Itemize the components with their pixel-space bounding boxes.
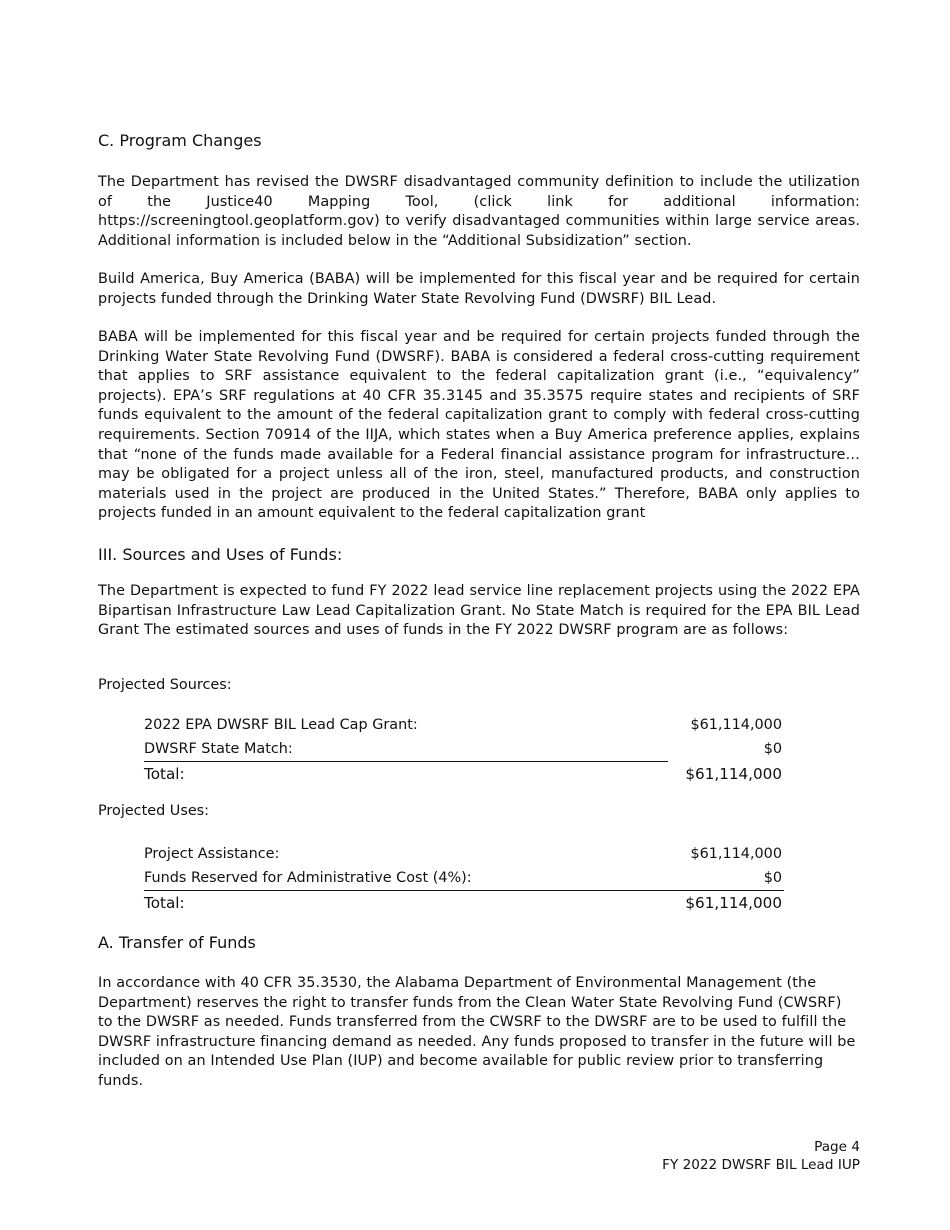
row-name: 2022 EPA DWSRF BIL Lead Cap Grant: xyxy=(144,717,418,733)
projected-uses-label: Projected Uses: xyxy=(98,803,210,819)
row-amount: $0 xyxy=(763,741,782,757)
total-row xyxy=(144,762,784,786)
row-name: Project Assistance: xyxy=(144,846,280,862)
table-row xyxy=(144,738,784,762)
paragraph-sources-uses: The Department is expected to fund FY 2022 lead service line replacement projects using the 2022 EPA Bipartisan Infrastructure Law Lead Capitalization Grant. No State Match is required for the EPA BIL Lead Grant The estimated sources and uses of funds in the FY 2022 DWSRF program are as follows: xyxy=(98,583,860,639)
total-name: Total: xyxy=(144,894,185,912)
paragraph-transfer-funds: In accordance with 40 CFR 35.3530, the Alabama Department of Environmental Management (the Department) reserves the right to transfer funds from the Clean Water State Revolving Fund (CWSRF) to the DWSRF as needed. Funds transferred from the CWSRF to the DWSRF are to be used to fulfill the DWSRF infrastructure financing demand as needed. Any funds proposed to transfer in the future will be included on an Intended Use Plan (IUP) and become available for public review prior to transferring funds. xyxy=(98,975,856,1089)
row-amount: $61,114,000 xyxy=(690,846,782,862)
total-amount: $61,114,000 xyxy=(685,765,782,783)
sources-table xyxy=(144,714,784,786)
page-number: Page 4 xyxy=(814,1139,860,1155)
table-row xyxy=(144,867,784,891)
total-amount: $61,114,000 xyxy=(685,894,782,912)
uses-table xyxy=(144,843,784,915)
row-name: Funds Reserved for Administrative Cost (4%): xyxy=(144,870,472,886)
row-amount: $0 xyxy=(763,870,782,886)
total-row xyxy=(144,891,784,915)
row-name: DWSRF State Match: xyxy=(144,741,293,757)
section-iii-heading: III. Sources and Uses of Funds: xyxy=(98,545,343,564)
section-c-heading: C. Program Changes xyxy=(98,131,262,150)
paragraph-disadvantaged-definition: The Department has revised the DWSRF disadvantaged community definition to include the utilization of the Justice40 Mapping Tool, (click link for additional information: https://screeningtool.geoplatform.gov) to verify disadvantaged communities within large service areas. Additional information is included below in the “Additional Subsidization” section. xyxy=(98,174,860,249)
document-title: FY 2022 DWSRF BIL Lead IUP xyxy=(662,1157,860,1173)
table-row xyxy=(144,843,784,867)
page-footer xyxy=(662,1138,860,1174)
row-amount: $61,114,000 xyxy=(690,717,782,733)
paragraph-baba-intro: Build America, Buy America (BABA) will be implemented for this fiscal year and be required for certain projects funded through the Drinking Water State Revolving Fund (DWSRF) BIL Lead. xyxy=(98,271,860,307)
projected-sources-label: Projected Sources: xyxy=(98,677,232,693)
total-name: Total: xyxy=(144,765,185,783)
paragraph-baba-details: BABA will be implemented for this fiscal year and be required for certain projects funded through the Drinking Water State Revolving Fund (DWSRF). BABA is considered a federal cross-cutting requirement that applies to SRF assistance equivalent to the federal capitalization grant (i.e., “equivalency” projects). EPA’s SRF regulations at 40 CFR 35.3145 and 35.3575 require states and recipients of SRF funds equivalent to the amount of the federal capitalization grant to comply with federal cross-cutting requirements. Section 70914 of the IIJA, which states when a Buy America preference applies, explains that “none of the funds made available for a Federal financial assistance program for infrastructure…may be obligated for a project unless all of the iron, steel, manufactured products, and construction materials used in the project are produced in the United States.” Therefore, BABA only applies to projects funded in an amount equivalent to the federal capitalization grant xyxy=(98,329,860,522)
section-a-heading: A. Transfer of Funds xyxy=(98,933,256,952)
table-row xyxy=(144,714,784,738)
